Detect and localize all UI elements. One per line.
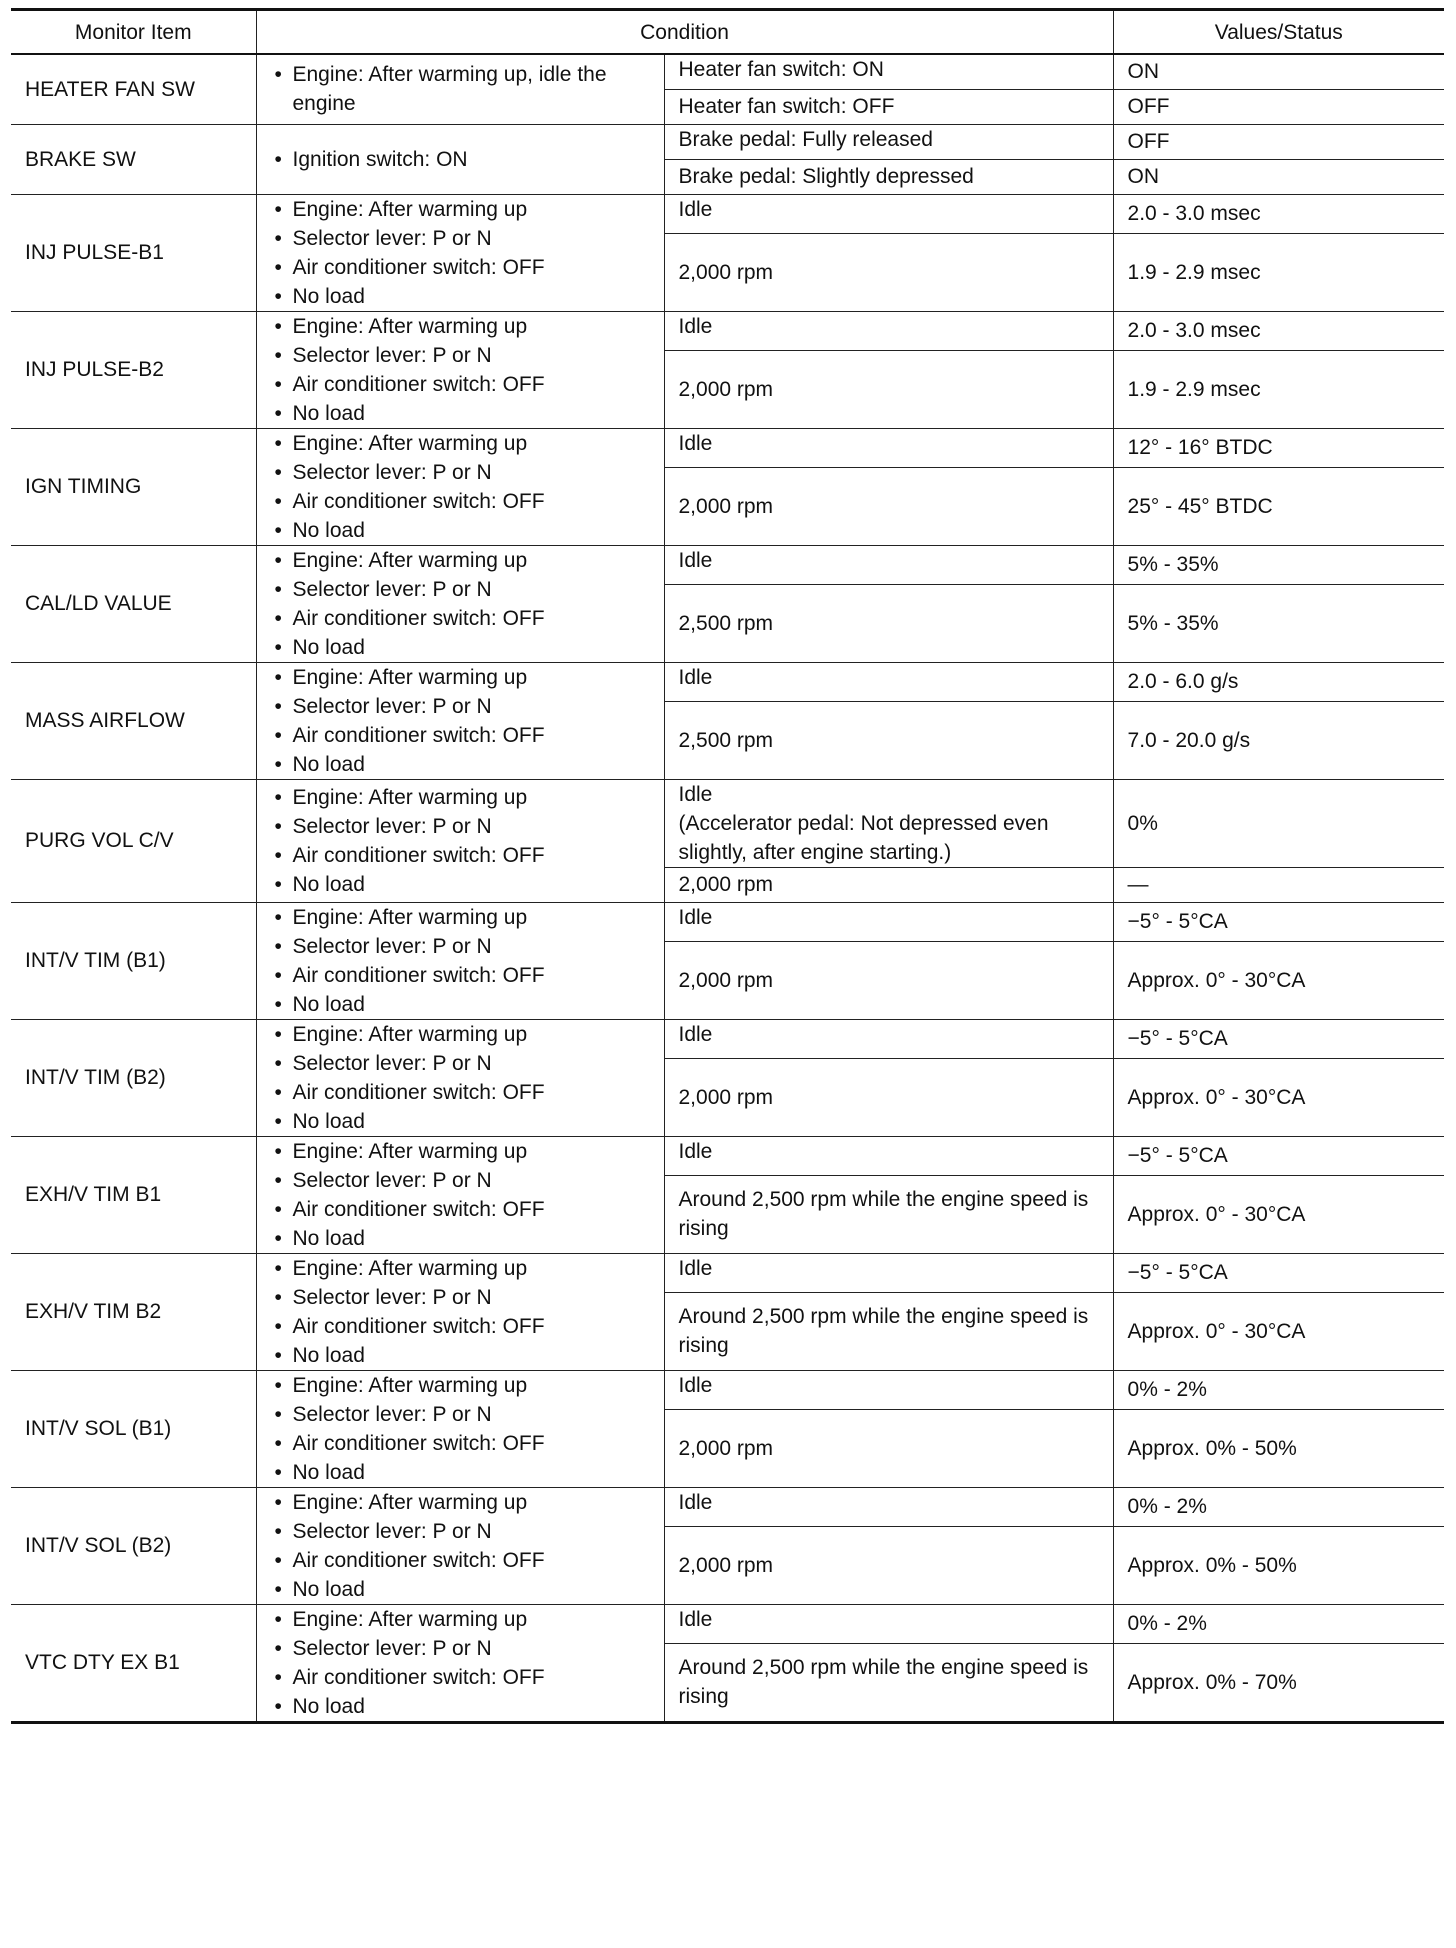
condition-item: • Engine: After warming up [271,1020,650,1049]
condition-item: • Selector lever: P or N [271,1517,650,1546]
sub-condition-cell [664,545,1113,584]
table-row [11,1604,1444,1643]
value-cell: 1.9 - 2.9 msec [1113,350,1444,428]
value-cell: ON [1113,159,1444,194]
table-header [11,10,1444,55]
value-cell: 25° - 45° BTDC [1113,467,1444,545]
condition-item: • Engine: After warming up, idle the engine [271,60,650,118]
monitor-item-cell: CAL/LD VALUE [11,545,256,662]
condition-list [271,60,650,118]
condition-cell [256,1604,664,1722]
table-row [11,902,1444,941]
value-cell: 5% - 35% [1113,545,1444,584]
sub-condition-cell [664,1643,1113,1722]
sub-condition-cell [664,1526,1113,1604]
condition-list [271,1605,650,1721]
condition-cell [256,311,664,428]
value-cell: Approx. 0% - 50% [1113,1526,1444,1604]
header-values-status: Values/Status [1113,10,1444,55]
value-cell: 12° - 16° BTDC [1113,428,1444,467]
condition-item: • Selector lever: P or N [271,458,650,487]
sub-condition-cell [664,1253,1113,1292]
table-row [11,1019,1444,1058]
monitor-item-cell: INJ PULSE-B1 [11,194,256,311]
sub-condition-text: 2,000 rpm [678,873,774,896]
sub-condition-text: Around 2,500 rpm while the engine speed is rising [678,1305,1089,1357]
sub-condition-cell [664,54,1113,89]
sub-condition-cell [664,1175,1113,1253]
sub-condition-text: 2,000 rpm [678,494,774,518]
sub-condition-cell [664,867,1113,902]
sub-condition-cell [664,779,1113,867]
condition-item: • Selector lever: P or N [271,1400,650,1429]
condition-list [271,195,650,311]
condition-cell [256,1019,664,1136]
header-monitor-item: Monitor Item [11,10,256,55]
sub-condition-text: Idle [678,1256,713,1280]
sub-condition-cell [664,701,1113,779]
monitor-item-cell: MASS AIRFLOW [11,662,256,779]
condition-item: • No load [271,870,650,899]
sub-condition-cell [664,1487,1113,1526]
monitor-item-cell: EXH/V TIM B1 [11,1136,256,1253]
condition-list [271,429,650,545]
condition-cell [256,1487,664,1604]
sub-condition-text: 2,500 rpm [678,611,774,635]
sub-condition-cell [664,124,1113,159]
sub-condition-cell [664,902,1113,941]
value-cell: −5° - 5°CA [1113,902,1444,941]
condition-item: • Air conditioner switch: OFF [271,721,650,750]
sub-condition-text: Idle [678,1490,713,1514]
condition-list [271,1254,650,1370]
condition-item: • Air conditioner switch: OFF [271,1195,650,1224]
condition-list [271,1488,650,1604]
condition-item: • Engine: After warming up [271,1488,650,1517]
condition-item: • Selector lever: P or N [271,341,650,370]
condition-item: • Engine: After warming up [271,1371,650,1400]
value-cell: 2.0 - 6.0 g/s [1113,662,1444,701]
monitor-item-cell: INT/V TIM (B2) [11,1019,256,1136]
value-cell: OFF [1113,89,1444,124]
table-body [11,54,1444,1722]
value-cell: Approx. 0% - 70% [1113,1643,1444,1722]
value-cell: −5° - 5°CA [1113,1253,1444,1292]
condition-item: • Air conditioner switch: OFF [271,1078,650,1107]
condition-list [271,546,650,662]
condition-item: • No load [271,1692,650,1721]
sub-condition-cell [664,311,1113,350]
sub-condition-text: 2,000 rpm [678,377,774,401]
sub-condition-cell [664,1409,1113,1487]
condition-item: • No load [271,1458,650,1487]
condition-list [271,903,650,1019]
sub-condition-cell [664,1019,1113,1058]
value-cell: 0% - 2% [1113,1370,1444,1409]
table-row [11,1253,1444,1292]
condition-cell [256,545,664,662]
condition-item: • No load [271,633,650,662]
condition-item: • Engine: After warming up [271,903,650,932]
value-cell: Approx. 0° - 30°CA [1113,941,1444,1019]
condition-item: • Selector lever: P or N [271,692,650,721]
table-row [11,1136,1444,1175]
sub-condition-text: Idle [678,1607,713,1631]
sub-condition-cell [664,662,1113,701]
sub-condition-text: Idle [678,314,713,338]
value-cell: Approx. 0° - 30°CA [1113,1292,1444,1370]
sub-condition-cell [664,233,1113,311]
monitor-item-cell: EXH/V TIM B2 [11,1253,256,1370]
sub-condition-text: 2,000 rpm [678,1085,774,1109]
value-cell: 0% - 2% [1113,1604,1444,1643]
sub-condition-cell [664,1604,1113,1643]
sub-condition-cell [664,159,1113,194]
sub-condition-text: Around 2,500 rpm while the engine speed is rising [678,1656,1089,1709]
condition-cell [256,54,664,124]
condition-item: • Air conditioner switch: OFF [271,487,650,516]
condition-item: • Engine: After warming up [271,1605,650,1634]
sub-condition-cell [664,1136,1113,1175]
table-row [11,662,1444,701]
header-condition: Condition [256,10,1113,55]
sub-condition-cell [664,584,1113,662]
sub-condition-cell [664,1370,1113,1409]
value-cell: Approx. 0° - 30°CA [1113,1058,1444,1136]
condition-list [271,1371,650,1487]
condition-item: • Air conditioner switch: OFF [271,841,650,870]
condition-item: • Air conditioner switch: OFF [271,604,650,633]
sub-condition-text: Heater fan switch: OFF [678,95,895,118]
monitor-item-cell: INT/V TIM (B1) [11,902,256,1019]
value-cell: 0% [1113,779,1444,867]
condition-item: • Engine: After warming up [271,663,650,692]
condition-list [271,312,650,428]
condition-cell [256,428,664,545]
sub-condition-cell [664,350,1113,428]
sub-condition-cell [664,1058,1113,1136]
sub-condition-text: Heater fan switch: ON [678,58,884,81]
sub-condition-cell [664,194,1113,233]
condition-item: • No load [271,990,650,1019]
condition-item: • Engine: After warming up [271,783,650,812]
value-cell: OFF [1113,124,1444,159]
sub-condition-cell [664,467,1113,545]
sub-condition-text: Brake pedal: Slightly depressed [678,165,974,188]
header-row [11,10,1444,55]
condition-cell [256,194,664,311]
sub-condition-text: Brake pedal: Fully released [678,127,933,151]
table-row [11,194,1444,233]
condition-item: • Engine: After warming up [271,1254,650,1283]
value-cell: 2.0 - 3.0 msec [1113,311,1444,350]
condition-item: • No load [271,750,650,779]
condition-list [271,1137,650,1253]
condition-item: • Ignition switch: ON [271,145,650,174]
condition-item: • Engine: After warming up [271,1137,650,1166]
condition-list [271,145,650,174]
condition-item: • No load [271,1575,650,1604]
condition-list [271,1020,650,1136]
sub-condition-cell [664,89,1113,124]
condition-item: • Engine: After warming up [271,312,650,341]
value-cell: 5% - 35% [1113,584,1444,662]
condition-item: • No load [271,399,650,428]
condition-item: • No load [271,1107,650,1136]
table-row [11,1487,1444,1526]
condition-item: • No load [271,1341,650,1370]
monitor-item-table-wrapper [11,8,1444,1724]
condition-item: • Selector lever: P or N [271,575,650,604]
condition-item: • Selector lever: P or N [271,1166,650,1195]
condition-item: • Selector lever: P or N [271,932,650,961]
monitor-item-cell: INJ PULSE-B2 [11,311,256,428]
monitor-item-cell: INT/V SOL (B1) [11,1370,256,1487]
sub-condition-cell [664,1292,1113,1370]
condition-item: • Selector lever: P or N [271,812,650,841]
table-row [11,54,1444,89]
condition-cell [256,662,664,779]
value-cell: 7.0 - 20.0 g/s [1113,701,1444,779]
condition-cell [256,1253,664,1370]
condition-item: • Selector lever: P or N [271,1049,650,1078]
condition-item: • No load [271,516,650,545]
sub-condition-text: 2,000 rpm [678,1553,774,1577]
table-row [11,428,1444,467]
condition-item: • Engine: After warming up [271,429,650,458]
monitor-item-cell: BRAKE SW [11,124,256,194]
condition-cell [256,124,664,194]
condition-cell [256,1370,664,1487]
condition-list [271,783,650,899]
value-cell: Approx. 0° - 30°CA [1113,1175,1444,1253]
table-row [11,1370,1444,1409]
condition-cell [256,1136,664,1253]
sub-condition-cell [664,941,1113,1019]
sub-condition-text: Idle [678,905,713,929]
value-cell: 1.9 - 2.9 msec [1113,233,1444,311]
condition-list [271,663,650,779]
value-cell: 0% - 2% [1113,1487,1444,1526]
value-cell: — [1113,867,1444,902]
condition-item: • No load [271,1224,650,1253]
sub-condition-text: Idle [678,431,713,455]
condition-item: • Air conditioner switch: OFF [271,961,650,990]
value-cell: ON [1113,54,1444,89]
condition-cell [256,779,664,902]
sub-condition-text: 2,000 rpm [678,1436,774,1460]
monitor-item-table [11,8,1444,1724]
monitor-item-cell: PURG VOL C/V [11,779,256,902]
sub-condition-text: Idle [678,1373,713,1397]
condition-item: • Air conditioner switch: OFF [271,1663,650,1692]
condition-item: • Selector lever: P or N [271,224,650,253]
value-cell: 2.0 - 3.0 msec [1113,194,1444,233]
condition-item: • Engine: After warming up [271,546,650,575]
sub-condition-text: Idle (Accelerator pedal: Not depressed even slightly, after engine starting.) [678,782,1049,864]
table-row [11,779,1444,867]
monitor-item-cell: IGN TIMING [11,428,256,545]
condition-item: • Engine: After warming up [271,195,650,224]
sub-condition-text: Idle [678,665,713,689]
condition-item: • Selector lever: P or N [271,1283,650,1312]
sub-condition-text: Idle [678,548,713,572]
sub-condition-text: 2,000 rpm [678,968,774,992]
table-row [11,545,1444,584]
condition-item: • No load [271,282,650,311]
condition-item: • Air conditioner switch: OFF [271,1312,650,1341]
condition-cell [256,902,664,1019]
condition-item: • Air conditioner switch: OFF [271,253,650,282]
value-cell: −5° - 5°CA [1113,1136,1444,1175]
sub-condition-text: 2,500 rpm [678,728,774,752]
condition-item: • Air conditioner switch: OFF [271,370,650,399]
sub-condition-text: Idle [678,1139,713,1163]
sub-condition-text: Idle [678,197,713,221]
value-cell: Approx. 0% - 50% [1113,1409,1444,1487]
condition-item: • Air conditioner switch: OFF [271,1429,650,1458]
sub-condition-text: Around 2,500 rpm while the engine speed is rising [678,1188,1089,1240]
table-row [11,311,1444,350]
table-row [11,124,1444,159]
condition-item: • Selector lever: P or N [271,1634,650,1663]
value-cell: −5° - 5°CA [1113,1019,1444,1058]
monitor-item-cell: INT/V SOL (B2) [11,1487,256,1604]
monitor-item-cell: VTC DTY EX B1 [11,1604,256,1722]
sub-condition-cell [664,428,1113,467]
monitor-item-cell: HEATER FAN SW [11,54,256,124]
condition-item: • Air conditioner switch: OFF [271,1546,650,1575]
sub-condition-text: 2,000 rpm [678,260,774,284]
sub-condition-text: Idle [678,1022,713,1046]
